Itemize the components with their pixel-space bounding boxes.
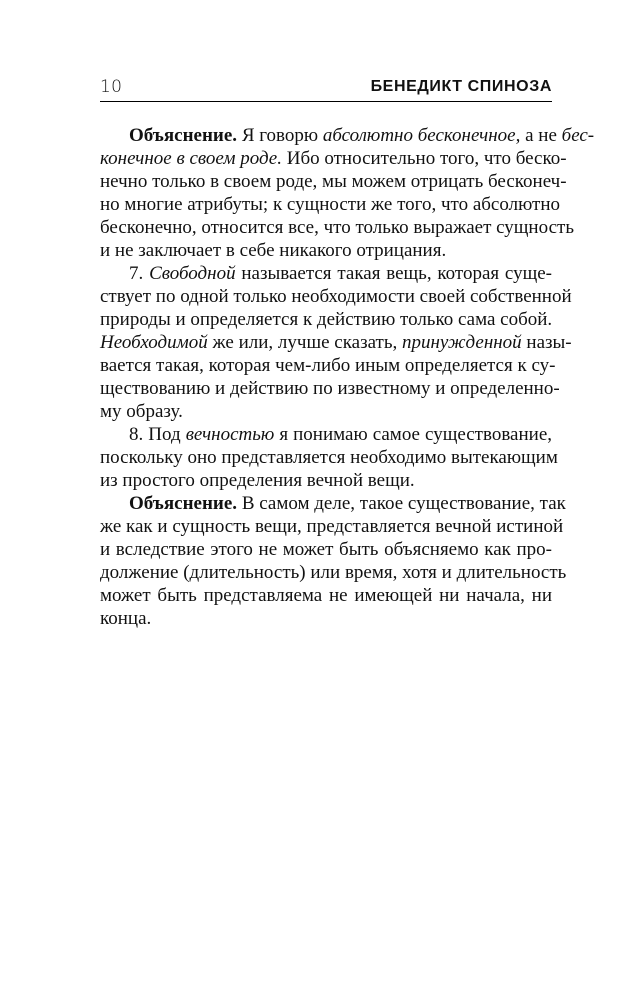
- bold-run: Объяснение.: [129, 493, 238, 514]
- text-line: [100, 377, 560, 400]
- text-run: и не заключает в себе никакого отрицания.: [100, 240, 447, 261]
- text-run: же или, лучше сказать,: [207, 332, 402, 353]
- text-line: [100, 423, 552, 446]
- text-line: [100, 308, 552, 331]
- text-run: же как и сущность вещи, представляется вечной истиной: [100, 516, 564, 537]
- text-run: нечно только в своем роде, мы можем отрицать бесконеч-: [100, 171, 567, 192]
- text-run: бесконечно, относится все, что только выражает сущность: [100, 217, 574, 238]
- paragraph-definition-8-eternity: [100, 423, 558, 492]
- text-run: конца.: [100, 608, 152, 629]
- text-line: [100, 469, 552, 492]
- italic-run: абсолютно бесконечное,: [322, 125, 521, 146]
- text-line: [100, 400, 552, 423]
- text-run: но многие атрибуты; к сущности же того, что абсолютно: [100, 194, 560, 215]
- text-line: [100, 354, 556, 377]
- italic-run: бес-: [561, 125, 595, 146]
- italic-run: Свободной: [149, 263, 236, 284]
- text-line: [100, 285, 572, 308]
- text-line: [100, 584, 552, 607]
- text-run: вается такая, которая чем-либо иным определяется к су-: [100, 355, 556, 376]
- text-line: [100, 239, 552, 262]
- text-line: [100, 147, 567, 170]
- paragraph-explanation-absolute-infinite: [100, 124, 595, 262]
- text-run: поскольку оно представляется необходимо вытекающим: [100, 447, 558, 468]
- text-run: 7.: [129, 263, 150, 284]
- italic-run: принужденной: [401, 332, 522, 353]
- body-text: [100, 124, 595, 630]
- text-line: [100, 170, 567, 193]
- text-run: я понимаю самое существование,: [274, 424, 552, 445]
- bold-run: Объяснение.: [129, 125, 238, 146]
- text-line: [100, 492, 566, 515]
- text-run: должение (длительность) или время, хотя и длительность: [100, 562, 567, 583]
- text-run: В самом деле, такое существование, так: [237, 493, 566, 514]
- text-run: 8. Под: [129, 424, 186, 445]
- text-line: [100, 262, 552, 285]
- text-line: [100, 124, 595, 147]
- text-run: и вследствие этого не может быть объясняемо как про-: [100, 539, 552, 560]
- running-head-title: БЕНЕДИКТ СПИНОЗА: [370, 78, 552, 95]
- text-line: [100, 607, 552, 630]
- paragraph-definition-7-free: [100, 262, 572, 423]
- paragraph-explanation-eternity: [100, 492, 567, 630]
- text-run: назы-: [521, 332, 572, 353]
- text-run: Я говорю: [237, 125, 323, 146]
- text-run: из простого определения вечной вещи.: [100, 470, 415, 491]
- text-run: а не: [520, 125, 562, 146]
- text-line: [100, 538, 552, 561]
- text-run: Ибо относительно того, что беско-: [281, 148, 567, 169]
- text-line: [100, 515, 564, 538]
- header-rule: [100, 101, 552, 102]
- text-run: ствует по одной только необходимости своей собственной: [100, 286, 572, 307]
- text-line: [100, 216, 574, 239]
- text-line: [100, 446, 558, 469]
- text-line: [100, 331, 572, 354]
- italic-run: конечное в своем роде.: [100, 148, 282, 169]
- text-run: называется такая вещь, которая суще-: [235, 263, 553, 284]
- page-header: [100, 76, 552, 104]
- text-run: ществованию и действию по известному и определенно-: [100, 378, 560, 399]
- text-line: [100, 193, 560, 216]
- page-number: 10: [100, 77, 123, 97]
- italic-run: вечностью: [185, 424, 275, 445]
- text-line: [100, 561, 567, 584]
- text-run: может быть представляема не имеющей ни начала, ни: [100, 585, 552, 606]
- text-run: му образу.: [100, 401, 183, 422]
- italic-run: Необходимой: [100, 332, 208, 353]
- text-run: природы и определяется к действию только сама собой.: [100, 309, 553, 330]
